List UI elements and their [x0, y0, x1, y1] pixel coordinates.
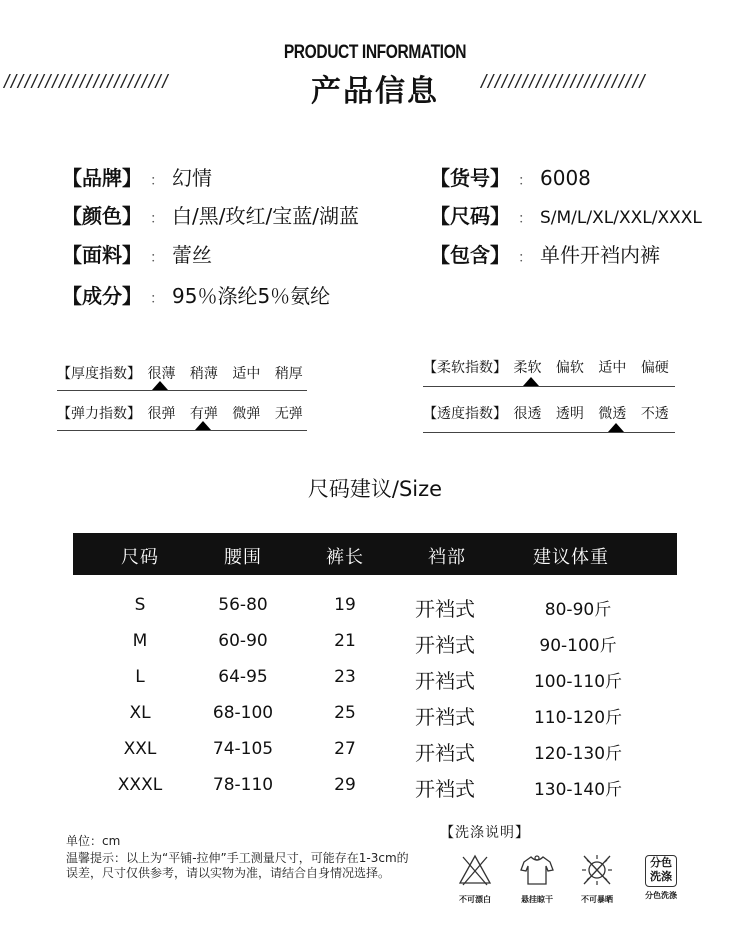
info-item-no [430, 162, 591, 191]
table-cell: 80-90斤 [544, 600, 612, 620]
decor-slashes-right: //////////////////////// [481, 72, 647, 93]
info-size [430, 200, 702, 229]
info-composition [62, 280, 330, 309]
index-option: 微弹 [232, 406, 261, 422]
transparency-index-label: 【透度指数】 [423, 406, 507, 422]
colon: ： [518, 173, 532, 189]
title-chinese: 产品信息 [311, 74, 439, 109]
index-option: 透明 [555, 406, 584, 422]
info-includes-value: 单件开裆内裤 [540, 243, 660, 267]
index-option: 偏硬 [640, 360, 669, 376]
care-label: 不可漂白 [459, 895, 491, 904]
transparency-index [423, 403, 675, 423]
separate-wash-badge-bottom: 洗涤 [650, 870, 672, 883]
index-option: 稍薄 [189, 366, 218, 382]
title-english: PRODUCT INFORMATION [283, 42, 467, 63]
table-cell: XXL [123, 739, 157, 759]
table-cell: 60-90 [218, 631, 268, 651]
thickness-marker-icon [152, 381, 168, 390]
care-item-hang-dry [505, 853, 569, 905]
header-cell: 尺码 [121, 547, 159, 568]
info-fabric-label: 【面料】 [62, 243, 142, 267]
index-option: 稍厚 [274, 366, 303, 382]
softness-index-label: 【柔软指数】 [423, 360, 507, 376]
info-item-no-label: 【货号】 [430, 166, 510, 190]
table-cell: XL [129, 703, 151, 723]
info-brand-label: 【品牌】 [62, 166, 142, 190]
table-cell: XXXL [117, 775, 163, 795]
table-cell: 23 [334, 667, 356, 687]
table-cell: 100-110斤 [533, 672, 623, 692]
table-cell: 19 [334, 595, 356, 615]
table-row [73, 775, 677, 811]
care-title: 【洗涤说明】 [440, 825, 530, 841]
table-cell: 开裆式 [415, 705, 475, 729]
care-item-no-sun [565, 853, 629, 905]
size-table-title: 尺码建议/Size [307, 477, 443, 501]
care-label: 不可暴晒 [581, 895, 613, 904]
index-option: 适中 [598, 360, 627, 376]
thickness-index [57, 363, 307, 383]
info-item-no-value: 6008 [540, 166, 591, 190]
table-row [73, 703, 677, 739]
table-cell: 开裆式 [415, 633, 475, 657]
info-composition-label: 【成分】 [62, 284, 142, 308]
table-cell: 开裆式 [415, 741, 475, 765]
no-sun-icon [579, 853, 615, 887]
table-cell: 25 [334, 703, 356, 723]
info-size-value: S/M/L/XL/XXL/XXXL [540, 208, 702, 228]
table-cell: 27 [334, 739, 356, 759]
info-size-label: 【尺码】 [430, 204, 510, 228]
info-color-value: 白/黑/玫红/宝蓝/湖蓝 [172, 204, 359, 228]
info-color-label: 【颜色】 [62, 204, 142, 228]
info-fabric [62, 239, 212, 268]
table-cell: 64-95 [218, 667, 268, 687]
colon: ： [150, 250, 164, 266]
info-includes-label: 【包含】 [430, 243, 510, 267]
elasticity-index-label: 【弹力指数】 [57, 406, 141, 422]
table-cell: 56-80 [218, 595, 268, 615]
header-cell: 腰围 [224, 547, 262, 568]
table-cell: S [134, 595, 146, 615]
elasticity-index-row [57, 403, 307, 423]
care-label: 分色洗涤 [645, 891, 677, 900]
index-option: 偏软 [555, 360, 584, 376]
colon: ： [518, 211, 532, 227]
header-cell: 裆部 [428, 547, 466, 568]
thickness-index-label: 【厚度指数】 [57, 366, 141, 382]
colon: ： [150, 211, 164, 227]
table-cell: 21 [334, 631, 356, 651]
table-row [73, 667, 677, 703]
index-option: 很弹 [147, 406, 176, 422]
info-includes [430, 239, 660, 268]
table-cell: 78-110 [212, 775, 274, 795]
table-row [73, 631, 677, 667]
table-cell: 120-130斤 [533, 744, 623, 764]
transparency-index-row [423, 403, 675, 423]
table-cell: 90-100斤 [539, 636, 617, 656]
info-brand-value: 幻情 [172, 166, 212, 190]
info-fabric-value: 蕾丝 [172, 243, 212, 267]
divider [423, 432, 675, 433]
colon: ： [150, 173, 164, 189]
unit-note: 单位：cm [66, 834, 121, 848]
separate-wash-icon [645, 855, 677, 887]
separate-wash-badge-top: 分色 [650, 856, 672, 869]
softness-marker-icon [523, 377, 539, 386]
index-option: 很透 [513, 406, 542, 422]
table-row [73, 595, 677, 631]
divider [57, 390, 307, 391]
care-label: 悬挂晾干 [521, 895, 553, 904]
softness-index [423, 357, 675, 377]
info-composition-value: 95％涤纶5％氨纶 [172, 284, 331, 308]
elasticity-marker-icon [195, 421, 211, 430]
table-cell: 开裆式 [415, 597, 475, 621]
decor-slashes-left: //////////////////////// [4, 72, 170, 93]
care-item-separate-wash [629, 853, 693, 901]
index-option: 适中 [232, 366, 261, 382]
size-table-header [73, 533, 677, 575]
header-cell: 建议体重 [533, 547, 609, 568]
table-cell: 68-100 [212, 703, 274, 723]
info-brand [62, 162, 212, 191]
index-option: 无弹 [274, 406, 303, 422]
header-cell: 裤长 [326, 547, 364, 568]
transparency-marker-icon [608, 423, 624, 432]
table-cell: 110-120斤 [533, 708, 623, 728]
table-cell: L [135, 667, 145, 687]
divider [423, 386, 675, 387]
info-color [62, 200, 359, 229]
hang-dry-icon [519, 853, 555, 887]
colon: ： [150, 291, 164, 307]
table-cell: 开裆式 [415, 669, 475, 693]
index-option: 微透 [598, 406, 627, 422]
table-cell: 130-140斤 [533, 780, 623, 800]
divider [57, 430, 307, 431]
index-option: 很薄 [147, 366, 176, 382]
index-option: 有弹 [189, 406, 218, 422]
table-row [73, 739, 677, 775]
colon: ： [518, 250, 532, 266]
care-item-no-bleach [443, 853, 507, 905]
index-option: 柔软 [513, 360, 542, 376]
index-option: 不透 [640, 406, 669, 422]
tip-note: 温馨提示：以上为“平铺-拉伸”手工测量尺寸，可能存在1-3cm的误差，尺寸仅供参考，请以实物为准，请结合自身情况选择。 [66, 851, 409, 880]
no-bleach-icon [458, 853, 492, 887]
softness-index-row [423, 357, 675, 377]
table-cell: M [132, 631, 148, 651]
table-cell: 开裆式 [415, 777, 475, 801]
thickness-index-row [57, 363, 307, 383]
table-cell: 29 [334, 775, 356, 795]
table-cell: 74-105 [212, 739, 274, 759]
elasticity-index [57, 403, 307, 423]
